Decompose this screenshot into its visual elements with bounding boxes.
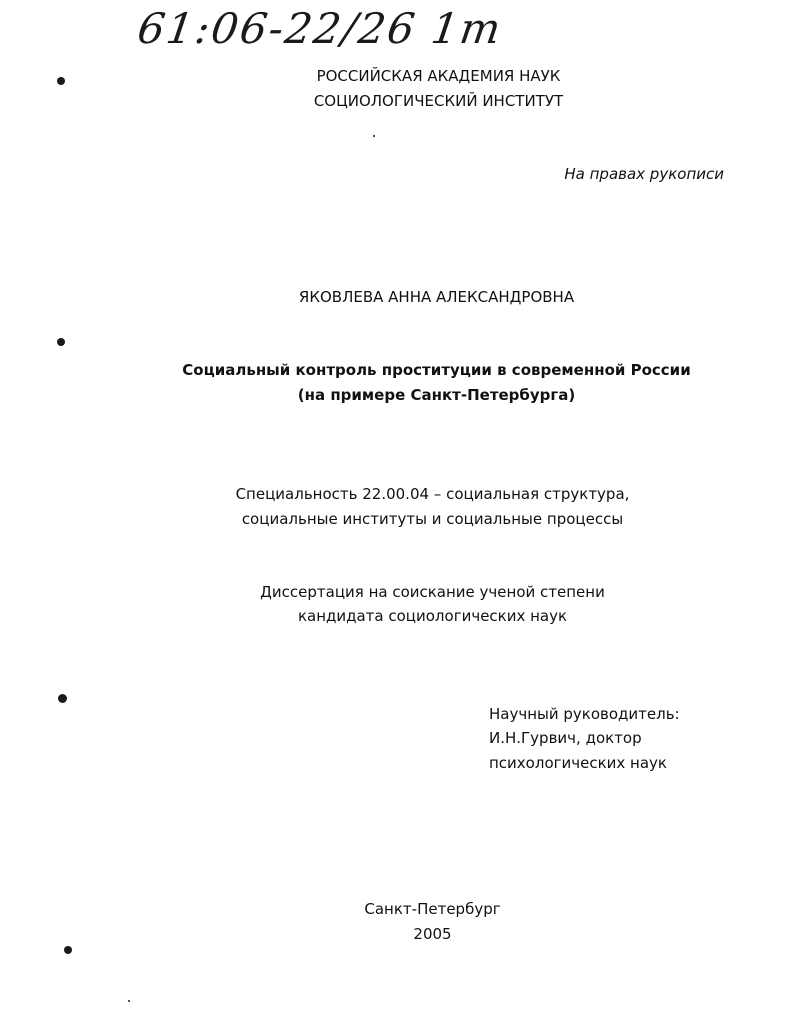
institution-line-2: СОЦИОЛОГИЧЕСКИЙ ИНСТИТУТ (313, 92, 564, 110)
supervisor-name: И.Н.Гурвич, доктор (489, 729, 642, 747)
scan-speck (128, 1000, 130, 1002)
city: Санкт-Петербург (364, 900, 501, 918)
specialty-line-1: Специальность 22.00.04 – социальная структура, (235, 485, 630, 503)
handwritten-archive-code: 61:06-22/26 1т (134, 4, 506, 53)
dissertation-title-line-1: Социальный контроль проституции в современной России (182, 361, 691, 379)
binding-hole-mark (57, 338, 65, 346)
binding-hole-mark (64, 946, 72, 954)
dissertation-title-line-2: (на примере Санкт-Петербурга) (297, 386, 576, 404)
degree-line-2: кандидата социологических наук (297, 607, 568, 625)
institution-line-1: РОССИЙСКАЯ АКАДЕМИЯ НАУК (316, 67, 561, 85)
binding-hole-mark (58, 694, 67, 703)
year: 2005 (413, 925, 452, 943)
author-name: ЯКОВЛЕВА АННА АЛЕКСАНДРОВНА (298, 288, 575, 306)
specialty-line-2: социальные институты и социальные процессы (241, 510, 624, 528)
scan-speck (373, 135, 375, 137)
supervisor-title: психологических наук (489, 754, 667, 772)
degree-line-1: Диссертация на соискание ученой степени (260, 583, 605, 601)
supervisor-label: Научный руководитель: (489, 705, 680, 723)
manuscript-note: На правах рукописи (564, 165, 724, 183)
